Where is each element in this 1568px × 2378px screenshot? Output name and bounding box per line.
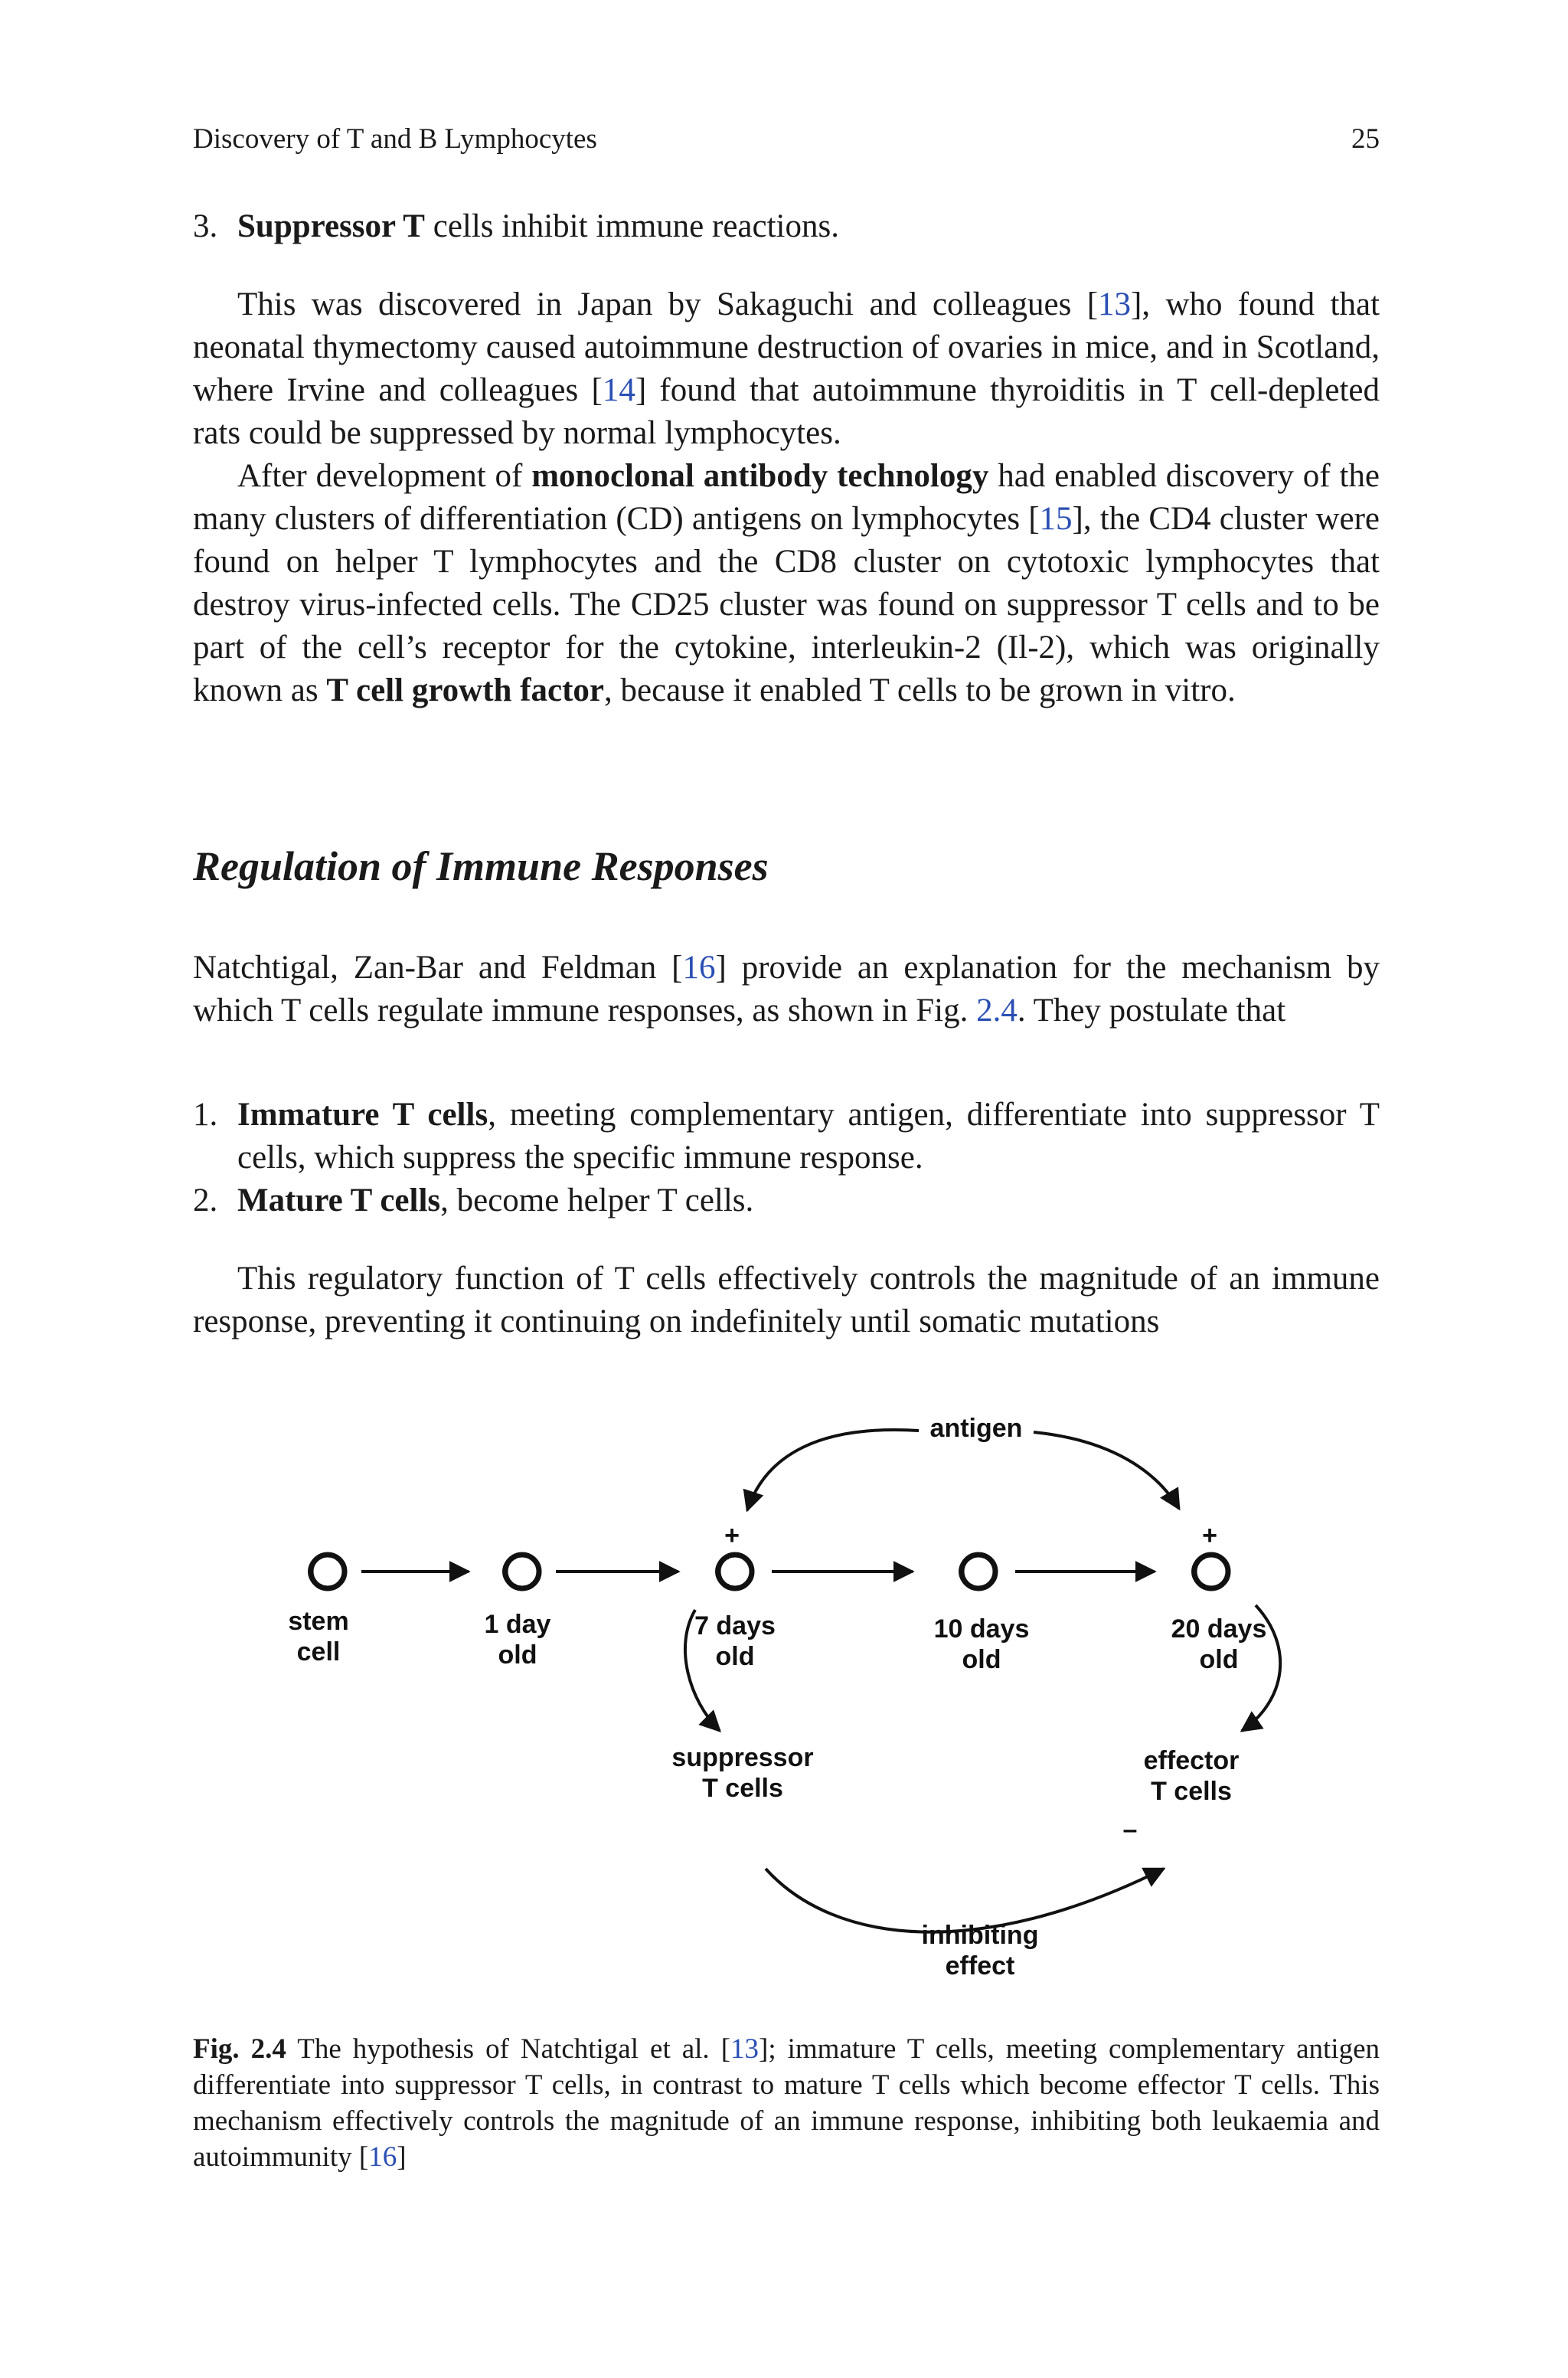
cell-10-days-icon <box>960 1555 995 1588</box>
body-text-block-1 <box>193 283 1380 712</box>
cell-1-day-icon <box>504 1555 539 1588</box>
minus-sign: – <box>1122 1815 1138 1844</box>
effector-label: T cells <box>1151 1777 1232 1806</box>
item-text: cells inhibit immune reactions. <box>424 208 839 244</box>
antigen-arrow-left-icon <box>747 1430 919 1510</box>
plus-sign: + <box>724 1521 740 1550</box>
body-text-block-2 <box>193 947 1380 1032</box>
figure-label: Fig. 2.4 <box>193 2033 286 2065</box>
body-text-block-3 <box>193 1258 1380 1343</box>
citation-link[interactable]: 15 <box>1039 501 1073 537</box>
item-number: 3. <box>193 208 218 244</box>
running-header <box>193 123 1380 155</box>
figure-caption: Fig. 2.4 The hypothesis of Natchtigal et al. [13]; immature T cells, meeting complementary antigen differentiate into suppressor T cells, in contrast to mature T cells which become effector T cells. This mechanism effectively controls the magnitude of an immune response, inhibiting both leukaemia and autoimmunity [16] <box>193 2033 1380 2173</box>
suppressor-label: T cells <box>702 1774 783 1803</box>
antigen-label: antigen <box>929 1414 1023 1443</box>
citation-link[interactable]: 13 <box>730 2033 760 2065</box>
antigen-arrow-right-icon <box>1034 1432 1179 1509</box>
list-item: 1. Immature T cells, meeting complementary antigen, differentiate into suppressor T cells, which suppress the specific immune response. <box>193 1097 1380 1176</box>
paragraph-monoclonal: After development of monoclonal antibody technology had enabled discovery of the many clusters of differentiation (CD) antigens on lymphocytes [15], the CD4 cluster were found on helper T lymphocytes and the CD8 cluster on cytotoxic lymphocytes that destroy virus-infected cells. The CD25 cluster was found on suppressor T cells and to be part of the cell’s receptor for the cytokine, interleukin-2 (Il-2), which was originally known as T cell growth factor, because it enabled T cells to be grown in vitro. <box>193 458 1380 708</box>
cell-label: old <box>498 1640 537 1670</box>
figure-diagram <box>276 1394 1302 2007</box>
list-item: 2. Mature T cells, become helper T cells. <box>193 1182 754 1218</box>
plus-sign: + <box>1202 1521 1217 1550</box>
inhibiting-label: effect <box>945 1951 1015 1981</box>
citation-link[interactable]: 14 <box>602 372 635 408</box>
cell-label: old <box>715 1642 755 1671</box>
section-heading: Regulation of Immune Responses <box>193 843 769 889</box>
page-number: 25 <box>1351 123 1380 155</box>
cell-label: 20 days <box>1171 1614 1267 1644</box>
cell-label: 7 days <box>694 1611 776 1640</box>
figure-link[interactable]: 2.4 <box>976 993 1018 1029</box>
cell-label: 10 days <box>933 1614 1030 1644</box>
cell-7-days-icon <box>717 1555 752 1588</box>
cell-label: stem <box>288 1607 349 1636</box>
stem-cell-icon <box>309 1555 345 1588</box>
suppressor-label: suppressor <box>671 1743 814 1772</box>
paragraph-regulatory: This regulatory function of T cells effectively controls the magnitude of an immune response, preventing it continuing on indefinitely until somatic mutations <box>193 1261 1380 1339</box>
paragraph-natchtigal: Natchtigal, Zan-Bar and Feldman [16] provide an explanation for the mechanism by which T cells regulate immune responses, as shown in Fig. 2.4. They postulate that <box>193 950 1380 1029</box>
item-bold: Suppressor T <box>237 208 425 244</box>
numbered-list <box>193 1094 1380 1222</box>
item-3 <box>193 205 1380 248</box>
cell-label: cell <box>296 1637 341 1667</box>
paragraph-sakaguchi: This was discovered in Japan by Sakaguchi and colleagues [13], who found that neonatal thymectomy caused autoimmune destruction of ovaries in mice, and in Scotland, where Irvine and colleagues [14] found that autoimmune thyroiditis in T cell-depleted rats could be suppressed by normal lymphocytes. <box>193 286 1380 451</box>
inhibiting-label: inhibiting <box>921 1921 1039 1950</box>
effector-label: effector <box>1143 1746 1240 1775</box>
cell-label: old <box>1199 1645 1239 1674</box>
cell-label: 1 day <box>484 1610 551 1639</box>
cell-20-days-icon <box>1193 1555 1228 1588</box>
cell-label: old <box>962 1645 1001 1674</box>
running-title: Discovery of T and B Lymphocytes <box>193 123 597 155</box>
citation-link[interactable]: 16 <box>682 950 716 986</box>
citation-link[interactable]: 13 <box>1098 286 1132 322</box>
citation-link[interactable]: 16 <box>368 2141 397 2173</box>
